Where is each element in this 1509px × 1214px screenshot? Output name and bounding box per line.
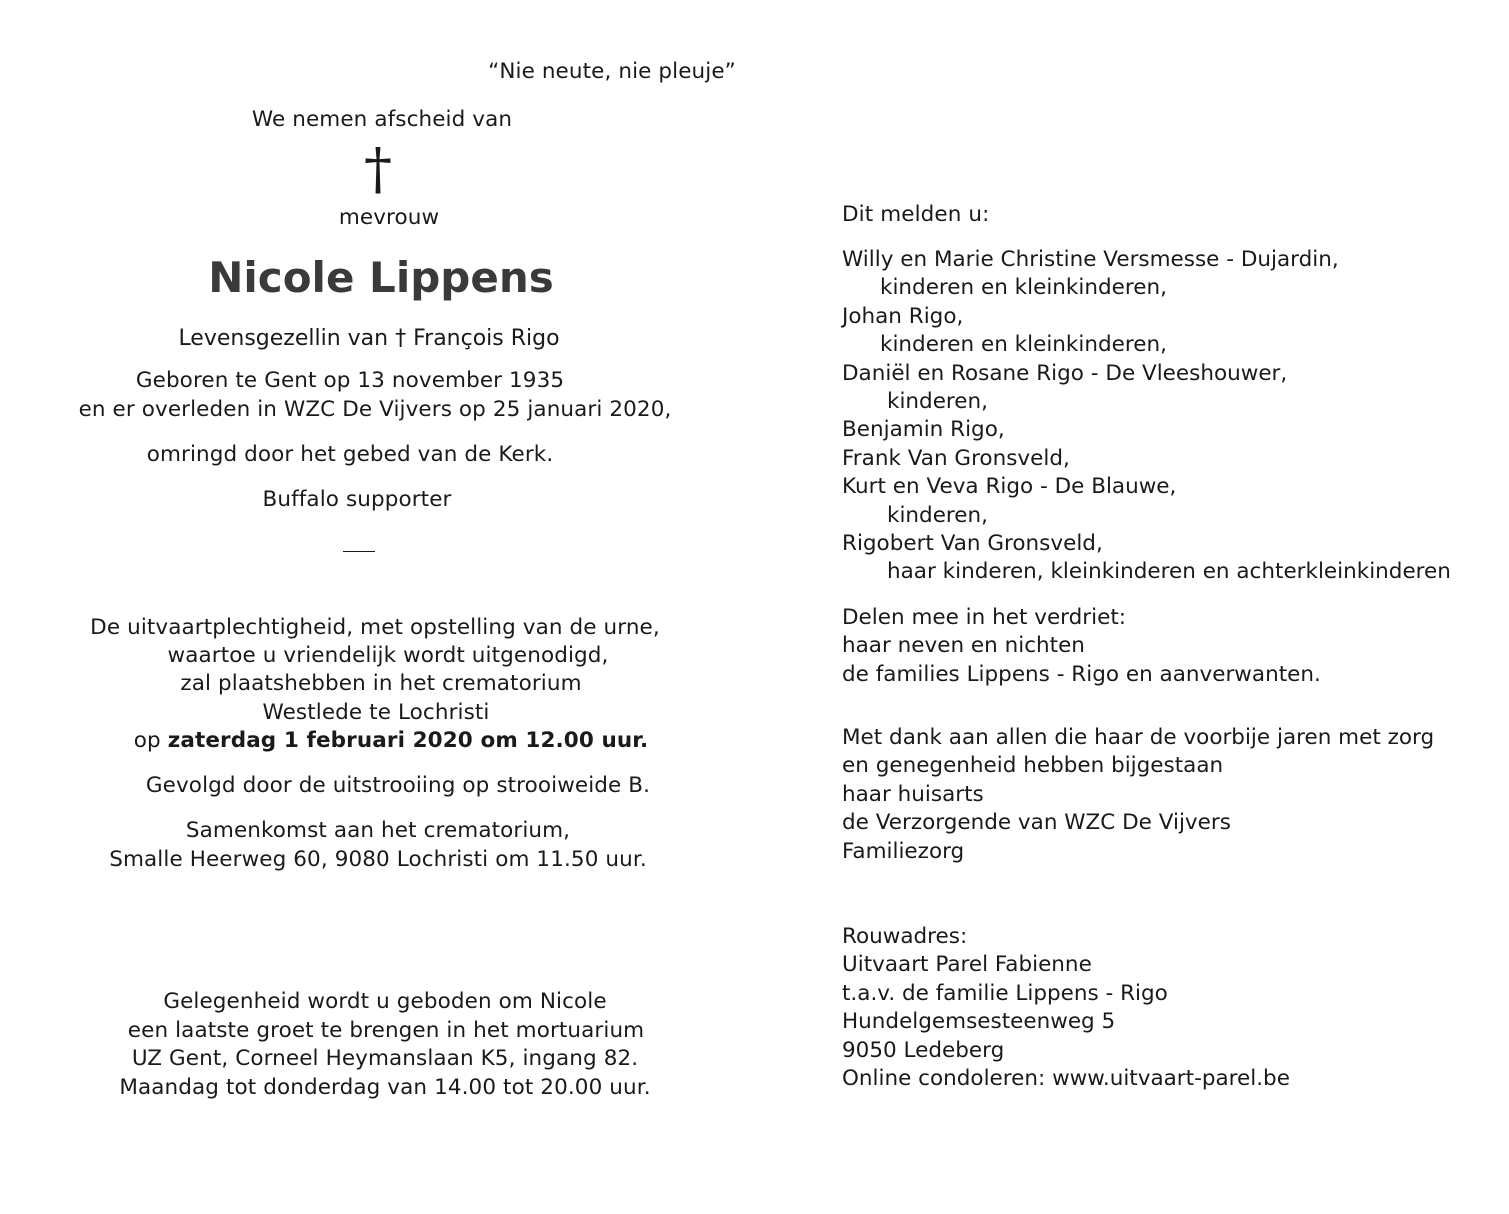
- family-line: Benjamin Rigo,: [842, 417, 1005, 443]
- death-line: en er overleden in WZC De Vijvers op 25 januari 2020,: [78, 397, 672, 422]
- ceremony-line-3: zal plaatshebben in het crematorium: [180, 671, 582, 696]
- announcers-heading: Dit melden u:: [842, 202, 990, 227]
- address-block: [842, 923, 1290, 1093]
- family-line: kinderen,: [887, 389, 988, 415]
- ceremony-date: [134, 728, 648, 753]
- birth-line: Geboren te Gent op 13 november 1935: [135, 368, 565, 393]
- family-line: kinderen en kleinkinderen,: [880, 275, 1167, 301]
- address-line: 9050 Ledeberg: [842, 1037, 1005, 1063]
- separator-line: [343, 551, 375, 552]
- thanks-block: [842, 724, 1434, 866]
- family-line: kinderen,: [887, 502, 988, 528]
- family-line: haar kinderen, kleinkinderen en achterkleinkinderen: [887, 559, 1451, 585]
- ceremony-line-1: De uitvaartplechtigheid, met opstelling van de urne,: [90, 615, 660, 640]
- thanks-line: Familiezorg: [842, 838, 965, 864]
- title-prefix: mevrouw: [338, 205, 440, 230]
- sharing-block: [842, 604, 1321, 689]
- visit-line-3: UZ Gent, Corneel Heymanslaan K5, ingang 82.: [131, 1046, 639, 1071]
- address-heading: Rouwadres:: [842, 924, 968, 949]
- sharing-line: de families Lippens - Rigo en aanverwanten.: [842, 661, 1321, 687]
- thanks-line: de Verzorgende van WZC De Vijvers: [842, 810, 1231, 836]
- supporter-line: Buffalo supporter: [262, 487, 452, 512]
- address-line: Uitvaart Parel Fabienne: [842, 952, 1092, 978]
- meeting-line-2: Smalle Heerweg 60, 9080 Lochristi om 11.50 uur.: [109, 847, 647, 872]
- visit-line-4: Maandag tot donderdag van 14.00 tot 20.00 uur.: [119, 1075, 651, 1100]
- condolence-link[interactable]: Online condoleren: www.uitvaart-parel.be: [842, 1066, 1290, 1092]
- ceremony-date-prefix: op: [133, 728, 168, 753]
- sharing-line: Delen mee in het verdriet:: [842, 605, 1127, 630]
- scattering-line: Gevolgd door de uitstrooiing op strooiweide B.: [145, 773, 651, 798]
- prayer-line: omringd door het gebed van de Kerk.: [146, 442, 554, 467]
- ceremony-line-2: waartoe u vriendelijk wordt uitgenodigd,: [167, 643, 609, 668]
- family-line: Willy en Marie Christine Versmesse - Dujardin,: [842, 247, 1339, 272]
- intro-text: We nemen afscheid van: [251, 107, 513, 132]
- cross-icon: †: [364, 137, 392, 202]
- thanks-line: en genegenheid hebben bijgestaan: [842, 753, 1224, 779]
- thanks-line: Met dank aan allen die haar de voorbije jaren met zorg: [842, 725, 1435, 750]
- motto: “Nie neute, nie pleuje”: [488, 59, 736, 84]
- family-line: Daniël en Rosane Rigo - De Vleeshouwer,: [842, 360, 1288, 386]
- deceased-name: Nicole Lippens: [208, 253, 554, 302]
- address-line: t.a.v. de familie Lippens - Rigo: [842, 980, 1168, 1006]
- ceremony-date-bold: zaterdag 1 februari 2020 om 12.00 uur.: [167, 728, 649, 753]
- visit-line-1: Gelegenheid wordt u geboden om Nicole: [163, 989, 607, 1014]
- family-line: Johan Rigo,: [842, 303, 964, 329]
- partner-line: Levensgezellin van † François Rigo: [178, 326, 560, 351]
- family-line: Kurt en Veva Rigo - De Blauwe,: [842, 474, 1177, 500]
- address-line: Hundelgemsesteenweg 5: [842, 1009, 1116, 1035]
- meeting-line-1: Samenkomst aan het crematorium,: [185, 818, 571, 843]
- family-line: Rigobert Van Gronsveld,: [842, 531, 1103, 557]
- family-line: kinderen en kleinkinderen,: [880, 332, 1167, 358]
- family-line: Frank Van Gronsveld,: [842, 445, 1070, 471]
- sharing-line: haar neven en nichten: [842, 633, 1085, 659]
- ceremony-line-4: Westlede te Lochristi: [262, 700, 490, 725]
- visit-line-2: een laatste groet te brengen in het mortuarium: [127, 1018, 645, 1043]
- thanks-line: haar huisarts: [842, 781, 984, 807]
- family-list: [842, 246, 1451, 587]
